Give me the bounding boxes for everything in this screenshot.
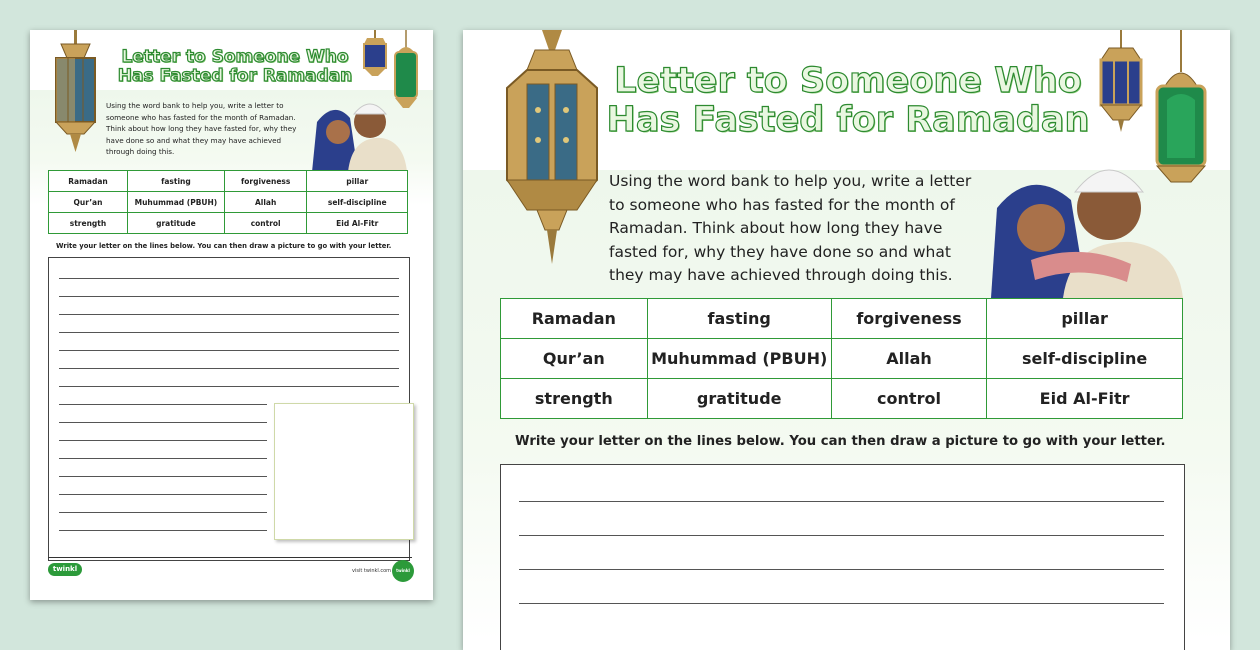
word-bank-cell: forgiveness	[224, 171, 307, 192]
word-bank-cell: pillar	[987, 299, 1183, 339]
table-row	[49, 192, 408, 213]
writing-line	[519, 603, 1164, 604]
table-row	[501, 339, 1183, 379]
word-bank-cell: gratitude	[127, 213, 224, 234]
word-bank-cell: pillar	[307, 171, 408, 192]
writing-line	[59, 530, 267, 531]
word-bank-cell: control	[224, 213, 307, 234]
footer-divider	[48, 557, 412, 558]
word-bank-cell: Qur’an	[49, 192, 128, 213]
word-bank-cell: Allah	[831, 339, 986, 379]
writing-line	[519, 501, 1164, 502]
word-bank-cell: forgiveness	[831, 299, 986, 339]
word-bank-table	[500, 298, 1183, 419]
word-bank-cell: Eid Al-Fitr	[307, 213, 408, 234]
letter-instruction: Write your letter on the lines below. You can then draw a picture to go with your letter.	[56, 242, 392, 250]
word-bank-cell: strength	[501, 379, 648, 419]
writing-line	[59, 368, 399, 369]
word-bank-cell: self-discipline	[307, 192, 408, 213]
letter-writing-area[interactable]	[48, 257, 410, 561]
title-line-2: Has Fasted for Ramadan	[606, 100, 1090, 141]
children-illustration	[991, 148, 1183, 298]
word-bank-cell: Qur’an	[501, 339, 648, 379]
twinkl-logo: twinkl	[48, 563, 82, 576]
writing-line	[59, 458, 267, 459]
lantern-icon	[497, 30, 607, 266]
table-row	[501, 299, 1183, 339]
writing-line	[59, 512, 267, 513]
picture-box[interactable]	[274, 403, 414, 540]
worksheet-zoomed	[463, 30, 1230, 650]
letter-writing-area[interactable]	[500, 464, 1185, 650]
writing-line	[59, 422, 267, 423]
word-bank-cell: gratitude	[647, 379, 831, 419]
word-bank-cell: Ramadan	[501, 299, 648, 339]
word-bank-cell: Eid Al-Fitr	[987, 379, 1183, 419]
writing-line	[519, 535, 1164, 536]
worksheet-title	[603, 62, 1093, 140]
writing-line	[59, 386, 399, 387]
word-bank-cell: self-discipline	[987, 339, 1183, 379]
word-bank-table	[48, 170, 408, 234]
word-bank-cell: control	[831, 379, 986, 419]
letter-instruction: Write your letter on the lines below. You can then draw a picture to go with your letter.	[515, 434, 1166, 449]
writing-line	[59, 350, 399, 351]
word-bank-cell: Ramadan	[49, 171, 128, 192]
lantern-icon	[360, 30, 390, 85]
footer-site: visit twinkl.com	[352, 568, 392, 574]
word-bank-cell: strength	[49, 213, 128, 234]
word-bank-cell: Allah	[224, 192, 307, 213]
writing-line	[59, 296, 399, 297]
word-bank-cell: Muhummad (PBUH)	[127, 192, 224, 213]
word-bank-cell: fasting	[127, 171, 224, 192]
worksheet-title	[110, 48, 360, 86]
lantern-icon	[1093, 30, 1149, 135]
writing-line	[59, 314, 399, 315]
writing-line	[59, 404, 267, 405]
writing-line	[59, 278, 399, 279]
intro-text: Using the word bank to help you, write a letter to someone who has fasted for the month of Ramadan. Think about how long they have fasted for, why they have done so and what they may have achieved through doing this.	[106, 101, 297, 156]
word-bank-cell: fasting	[647, 299, 831, 339]
table-row	[49, 213, 408, 234]
writing-line	[519, 569, 1164, 570]
writing-line	[59, 494, 267, 495]
lantern-icon	[48, 30, 103, 155]
twinkl-badge: twinkl	[392, 560, 414, 582]
writing-line	[59, 476, 267, 477]
title-line-1: Letter to Someone Who	[121, 47, 349, 67]
intro-text: Using the word bank to help you, write a letter to someone who has fasted for the month of Ramadan. Think about how long they have fasted for, why they have done so and what they may have achieved through doing this.	[609, 172, 972, 284]
table-row	[49, 171, 408, 192]
title-line-1: Letter to Someone Who	[614, 61, 1082, 101]
worksheet-thumbnail	[30, 30, 433, 600]
table-row	[501, 379, 1183, 419]
title-line-2: Has Fasted for Ramadan	[117, 66, 353, 87]
word-bank-cell: Muhummad (PBUH)	[647, 339, 831, 379]
children-illustration	[312, 92, 407, 172]
writing-line	[59, 440, 267, 441]
writing-line	[59, 332, 399, 333]
